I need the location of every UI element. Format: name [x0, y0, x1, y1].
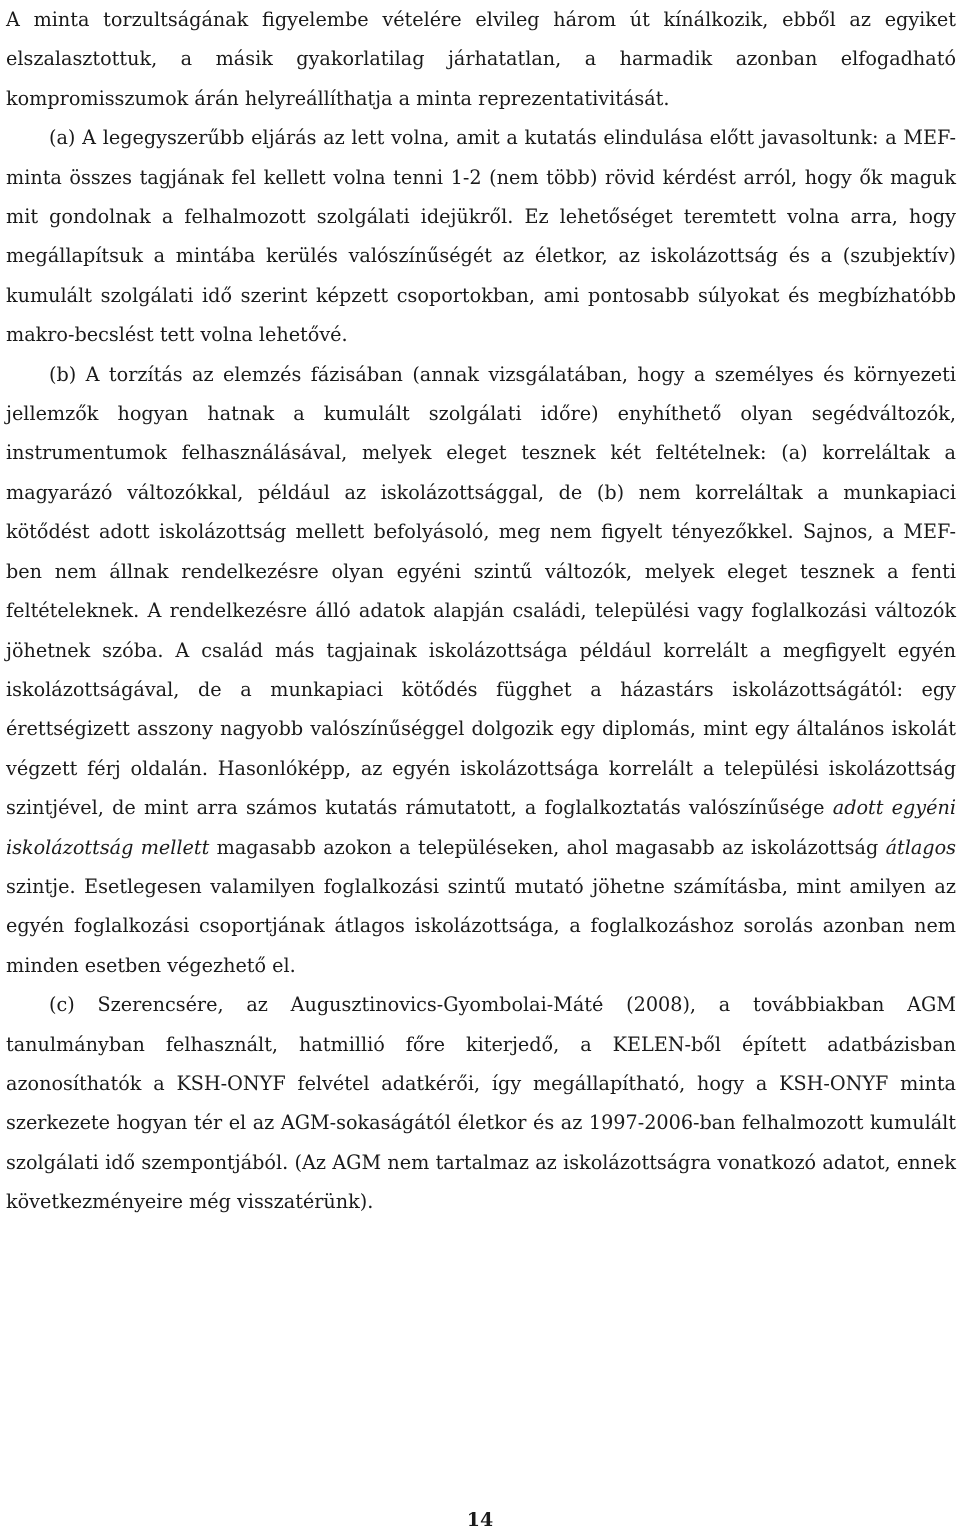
paragraph-option-a: (a) A legegyszerűbb eljárás az lett volna, amit a kutatás elindulása előtt javasoltunk: a MEF-minta összes tagjának fel kellett volna tenni 1-2 (nem több) rövid kérdést arról, hogy ők maguk mit gondolnak a felhalmozott szolgálati idejükről. Ez lehetőséget teremtett volna arra, hogy megállapítsuk a mintába kerülés valószínűségét az életkor, az iskolázottság és a (szubjektív) kumulált szolgálati idő szerint képzett csoportokban, ami pontosabb súlyokat és megbízhatóbb makro-becslést tett volna lehetővé. — [6, 126, 956, 347]
page-number: 14 — [466, 1509, 494, 1531]
paragraph-option-b — [6, 355, 956, 986]
emphasis-atlagos: átlagos — [885, 835, 956, 859]
emphasis-adott-egyeni: adott egyéni iskolázottság mellett — [6, 796, 956, 859]
paragraph-option-c: (c) Szerencsére, az Augusztinovics-Gyombolai-Máté (2008), a továbbiakban AGM tanulmányban felhasznált, hatmillió főre kiterjedő, a KELEN-ből épített adatbázisban azonosíthatók a KSH-ONYF felvétel adatkérői, így megállapítható, hogy a KSH-ONYF minta szerkezete hogyan tér el az AGM-sokaságától életkor és az 1997-2006-ban felhalmozott kumulált szolgálati idő szempontjából. (Az AGM nem tartalmaz az iskolázottságra vonatkozó adatot, ennek következményeire még visszatérünk). — [6, 993, 956, 1214]
paragraph-option-b-text-1: (b) A torzítás az elemzés fázisában (annak vizsgálatában, hogy a személyes és környezeti jellemzők hogyan hatnak a kumulált szolgálati időre) enyhíthető olyan segédváltozók, instrumentumok felhasználásával, melyek eleget tesznek két feltételnek: (a) korreláltak a magyarázó változókkal, például az iskolázottsággal, de (b) nem korreláltak a munkapiaci kötődést adott iskolázottság mellett befolyásoló, meg nem figyelt tényezőkkel. Sajnos, a MEF-ben nem állnak rendelkezésre olyan egyéni szintű változók, melyek eleget tesznek a fenti feltételeknek. A rendelkezésre álló adatok alapján családi, települési vagy foglalkozási változók jöhetnek szóba. A család más tagjainak iskolázottsága például korrelált a megfigyelt egyén iskolázottságával, de a munkapiaci kötődés függhet a házastárs iskolázottságától: egy érettségizett asszony nagyobb valószínűséggel dolgozik egy diplomás, mint egy általános iskolát végzett férj oldalán. Hasonlóképp, az egyén iskolázottsága korrelált a települési iskolázottság szintjével, de mint arra számos kutatás rámutatott, a foglalkoztatás valószínűsége — [6, 362, 956, 820]
paragraph-option-b-text-3: szintje. Esetlegesen valamilyen foglalkozási szintű mutató jöhetne számításba, mint amilyen az egyén foglalkozási csoportjának átlagos iskolázottsága, a foglalkozáshoz sorolás azonban nem minden esetben végezhető el. — [6, 874, 956, 977]
paragraph-option-b-text-2: magasabb azokon a településeken, ahol magasabb az iskolázottság — [209, 835, 886, 859]
paragraph-intro: A minta torzultságának figyelembe vételére elvileg három út kínálkozik, ebből az egyiket elszalasztottuk, a másik gyakorlatilag járhatatlan, a harmadik azonban elfogadható kompromisszumok árán helyreállíthatja a minta reprezentativitását. — [6, 8, 956, 110]
document-body — [6, 0, 956, 1222]
